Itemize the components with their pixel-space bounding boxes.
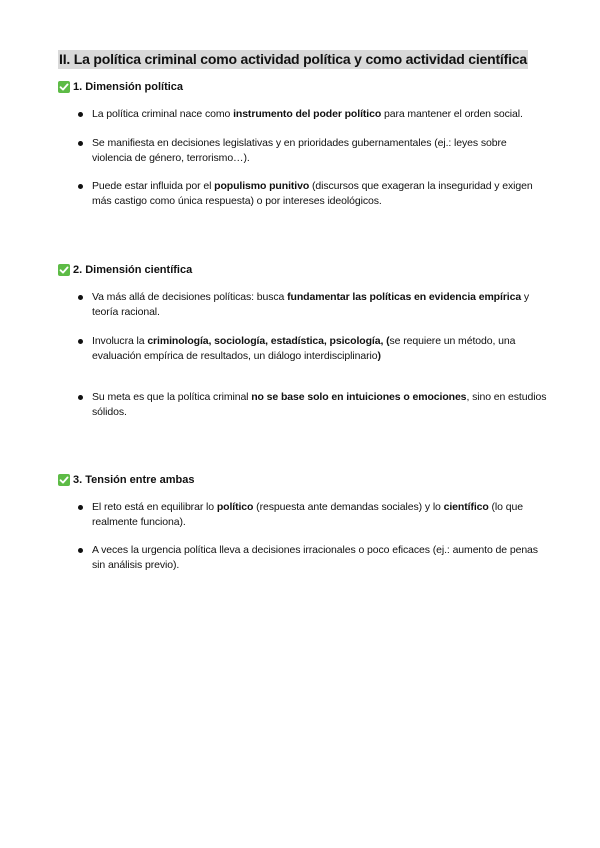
section-heading-label: 1. Dimensión política	[73, 81, 184, 93]
section-heading-political	[58, 80, 183, 94]
section-heading-label: 3. Tensión entre ambas	[73, 474, 195, 486]
list-item: A veces la urgencia política lleva a decisiones irracionales o poco eficaces (ej.: aumento de penas sin análisis previo).	[78, 543, 548, 572]
section-heading-tension	[58, 473, 194, 487]
bullet-icon	[78, 295, 83, 300]
list-item: Se manifiesta en decisiones legislativas y en prioridades gubernamentales (ej.: leyes sobre violencia de género, terrorismo…).	[78, 136, 548, 165]
list-item: Va más allá de decisiones políticas: busca fundamentar las políticas en evidencia empírica y teoría racional.	[78, 290, 548, 319]
section-heading-scientific	[58, 263, 192, 277]
bullet-icon	[78, 548, 83, 553]
list-item: La política criminal nace como instrumento del poder político para mantener el orden social.	[78, 107, 548, 122]
bullet-icon	[78, 395, 83, 400]
bullet-icon	[78, 505, 83, 510]
page-title: II. La política criminal como actividad política y como actividad científica	[59, 51, 527, 67]
list-item: Puede estar influida por el populismo punitivo (discursos que exageran la inseguridad y exigen más castigo como única respuesta) o por intereses ideológicos.	[78, 179, 548, 208]
list-item: Su meta es que la política criminal no se base solo en intuiciones o emociones, sino en estudios sólidos.	[78, 390, 548, 419]
check-mark-icon	[58, 81, 70, 93]
bullet-icon	[78, 184, 83, 189]
list-item: El reto está en equilibrar lo político (respuesta ante demandas sociales) y lo científico (lo que realmente funciona).	[78, 500, 548, 529]
check-mark-icon	[58, 264, 70, 276]
list-item: Involucra la criminología, sociología, estadística, psicología, (se requiere un método, una evaluación empírica de resultados, un diálogo interdisciplinario)	[78, 334, 548, 363]
bullet-icon	[78, 339, 83, 344]
bullet-icon	[78, 141, 83, 146]
bullet-icon	[78, 112, 83, 117]
check-mark-icon	[58, 474, 70, 486]
section-heading-label: 2. Dimensión científica	[73, 264, 193, 276]
